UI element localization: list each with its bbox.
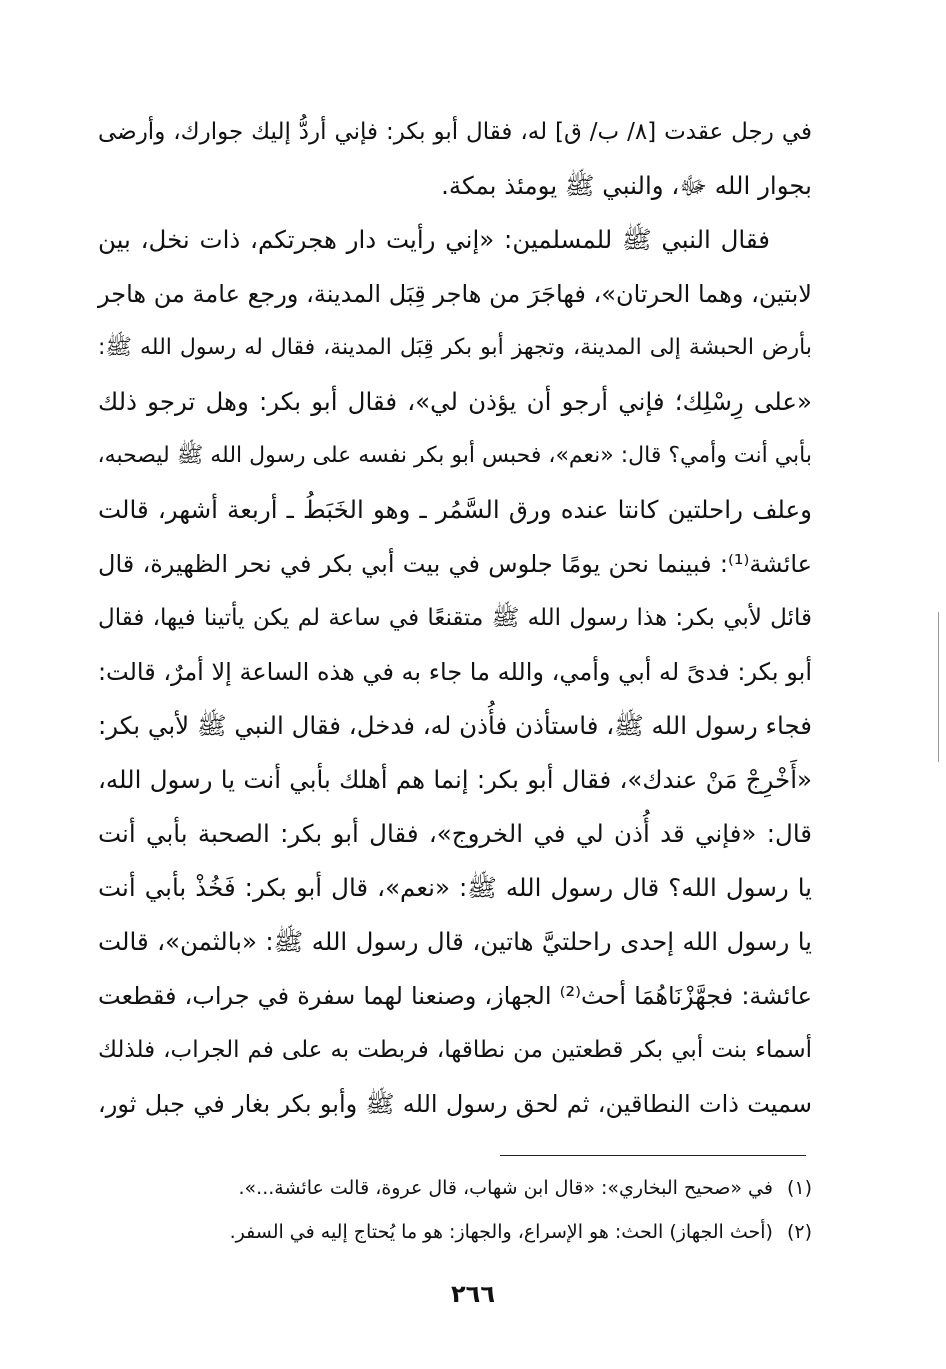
text-line: قال: «فإني قد أُذن لي في الخروج»، فقال أبو بكر: الصحبة بأبي أنت — [98, 819, 812, 848]
text-line: «على رِسْلِك؛ فإني أرجو أن يؤذن لي»، فقال أبو بكر: وهل ترجو ذلك — [98, 387, 812, 416]
footnote — [140, 1170, 812, 1214]
text-line: عائشة: فجهَّزْنَاهُمَا أحث⁽²⁾ الجهاز، وصنعنا لهما سفرة في جراب، فقطعت — [98, 982, 812, 1010]
text-line: سميت ذات النطاقين، ثم لحق رسول الله ﷺ وأبو بكر بغار في جبل ثور، — [98, 1090, 812, 1118]
text-line: فجاء رسول الله ﷺ، فاستأذن فأُذن له، فدخل، فقال النبي ﷺ لأبي بكر: — [98, 711, 812, 740]
footnote-text: في «صحيح البخاري»: «قال ابن شهاب، قال عروة، قالت عائشة...». — [238, 1177, 773, 1199]
text-line: يا رسول الله إحدى راحلتيَّ هاتين، قال رسول الله ﷺ: «بالثمن»، قالت — [98, 927, 812, 956]
footnote-number: (٢) — [786, 1221, 812, 1243]
footnote — [140, 1214, 812, 1258]
text-line: في رجل عقدت [٨/ ب/ ق] له، فقال أبو بكر: فإني أردُّ إليك جوارك، وأرضى — [98, 119, 812, 145]
footnote-text: (أحث الجهاز) الحث: هو الإسراع، والجهاز: هو ما يُحتاج إليه في السفر. — [229, 1221, 773, 1243]
page-number: ٢٦٦ — [451, 1280, 495, 1308]
text-line: أسماء بنت أبي بكر قطعتين من نطاقها، فربطت به على فم الجراب، فلذلك — [98, 1037, 812, 1063]
text-line: فقال النبي ﷺ للمسلمين: «إني رأيت دار هجرتكم، ذات نخل، بين — [98, 225, 770, 254]
footnote-number: (١) — [786, 1177, 812, 1199]
footnote-separator — [500, 1155, 806, 1156]
text-line: لابتين، وهما الحرتان»، فهاجَرَ من هاجر قِبَل المدينة، ورجع عامة من هاجر — [98, 280, 812, 308]
text-line: قائل لأبي بكر: هذا رسول الله ﷺ متقنعًا في ساعة لم يكن يأتينا فيها، فقال — [98, 605, 812, 631]
text-line: أبو بكر: فدىً له أبي وأمي، والله ما جاء به في هذه الساعة إلا أمرٌ، قالت: — [97, 658, 812, 686]
text-line: يا رسول الله؟ قال رسول الله ﷺ: «نعم»، قال أبو بكر: فَخُذْ بأبي أنت — [98, 873, 812, 902]
text-line: عائشة⁽¹⁾: فبينما نحن يومًا جلوس في بيت أبي بكر في نحر الظهيرة، قال — [98, 550, 812, 578]
main-text — [98, 112, 812, 1138]
text-line: «أَخْرِجْ مَنْ عندك»، فقال أبو بكر: إنما هم أهلك بأبي أنت يا رسول الله، — [98, 765, 812, 794]
text-line: بأرض الحبشة إلى المدينة، وتجهز أبو بكر قِبَل المدينة، فقال له رسول الله ﷺ: — [98, 335, 812, 360]
scan-edge-mark — [938, 612, 939, 762]
text-line: بجوار الله ﷻ، والنبي ﷺ يومئذ بمكة. — [441, 171, 812, 200]
text-line: بأبي أنت وأمي؟ قال: «نعم»، فحبس أبو بكر نفسه على رسول الله ﷺ ليصحبه، — [97, 443, 812, 468]
footnotes — [140, 1170, 812, 1258]
text-line: وعلف راحلتين كانتا عنده ورق السَّمُر ـ وهو الخَبَطُ ـ أربعة أشهر، قالت — [98, 495, 812, 524]
